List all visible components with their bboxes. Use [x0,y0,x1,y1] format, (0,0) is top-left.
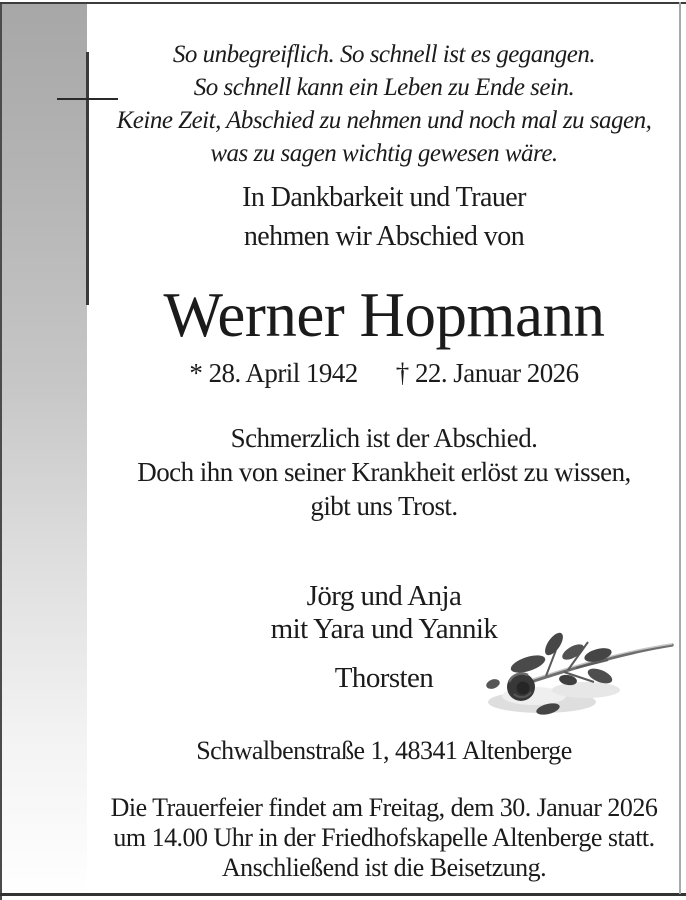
consolation-line: Schmerzlich ist der Abschied. [230,423,538,453]
consolation-line: gibt uns Trost. [310,491,458,521]
verse-line: was zu sagen wichtig gewesen wäre. [210,140,558,167]
birth-date: * 28. April 1942 [189,358,358,388]
deceased-name: Werner Hopmann [163,280,605,350]
funeral-info-line: um 14.00 Uhr in der Friedhofskapelle Altenberge statt. [113,823,655,852]
intro-line: In Dankbarkeit und Trauer [242,182,526,213]
life-dates [88,357,680,389]
memorial-verse [88,38,680,170]
bottom-border-rule [0,893,686,896]
address-line: Schwalbenstraße 1, 48341 Altenberge [196,736,572,765]
intro-text [88,178,680,256]
funeral-info-line: Anschließend ist die Beisetzung. [221,853,547,882]
mourner-line: Jörg und Anja [306,580,462,612]
funeral-info-line: Die Trauerfeier findet am Freitag, dem 30. Januar 2026 [110,793,658,822]
intro-line: nehmen wir Abschied von [243,221,525,252]
left-gradient-bar [0,2,87,900]
mourner-thorsten: Thorsten [334,662,434,694]
verse-line: So schnell kann ein Leben zu Ende sein. [193,74,575,101]
verse-line: So unbegreiflich. So schnell ist es gegangen. [172,41,596,68]
death-date: † 22. Januar 2026 [395,358,579,388]
top-border-rule [0,2,686,4]
rose-icon [476,620,686,720]
funeral-info [88,793,680,883]
mourner-line: mit Yara und Yannik [270,613,498,645]
consolation-text [88,421,680,523]
verse-line: Keine Zeit, Abschied zu nehmen und noch mal zu sagen, [116,107,652,134]
consolation-line: Doch ihn von seiner Krankheit erlöst zu wissen, [137,457,631,487]
